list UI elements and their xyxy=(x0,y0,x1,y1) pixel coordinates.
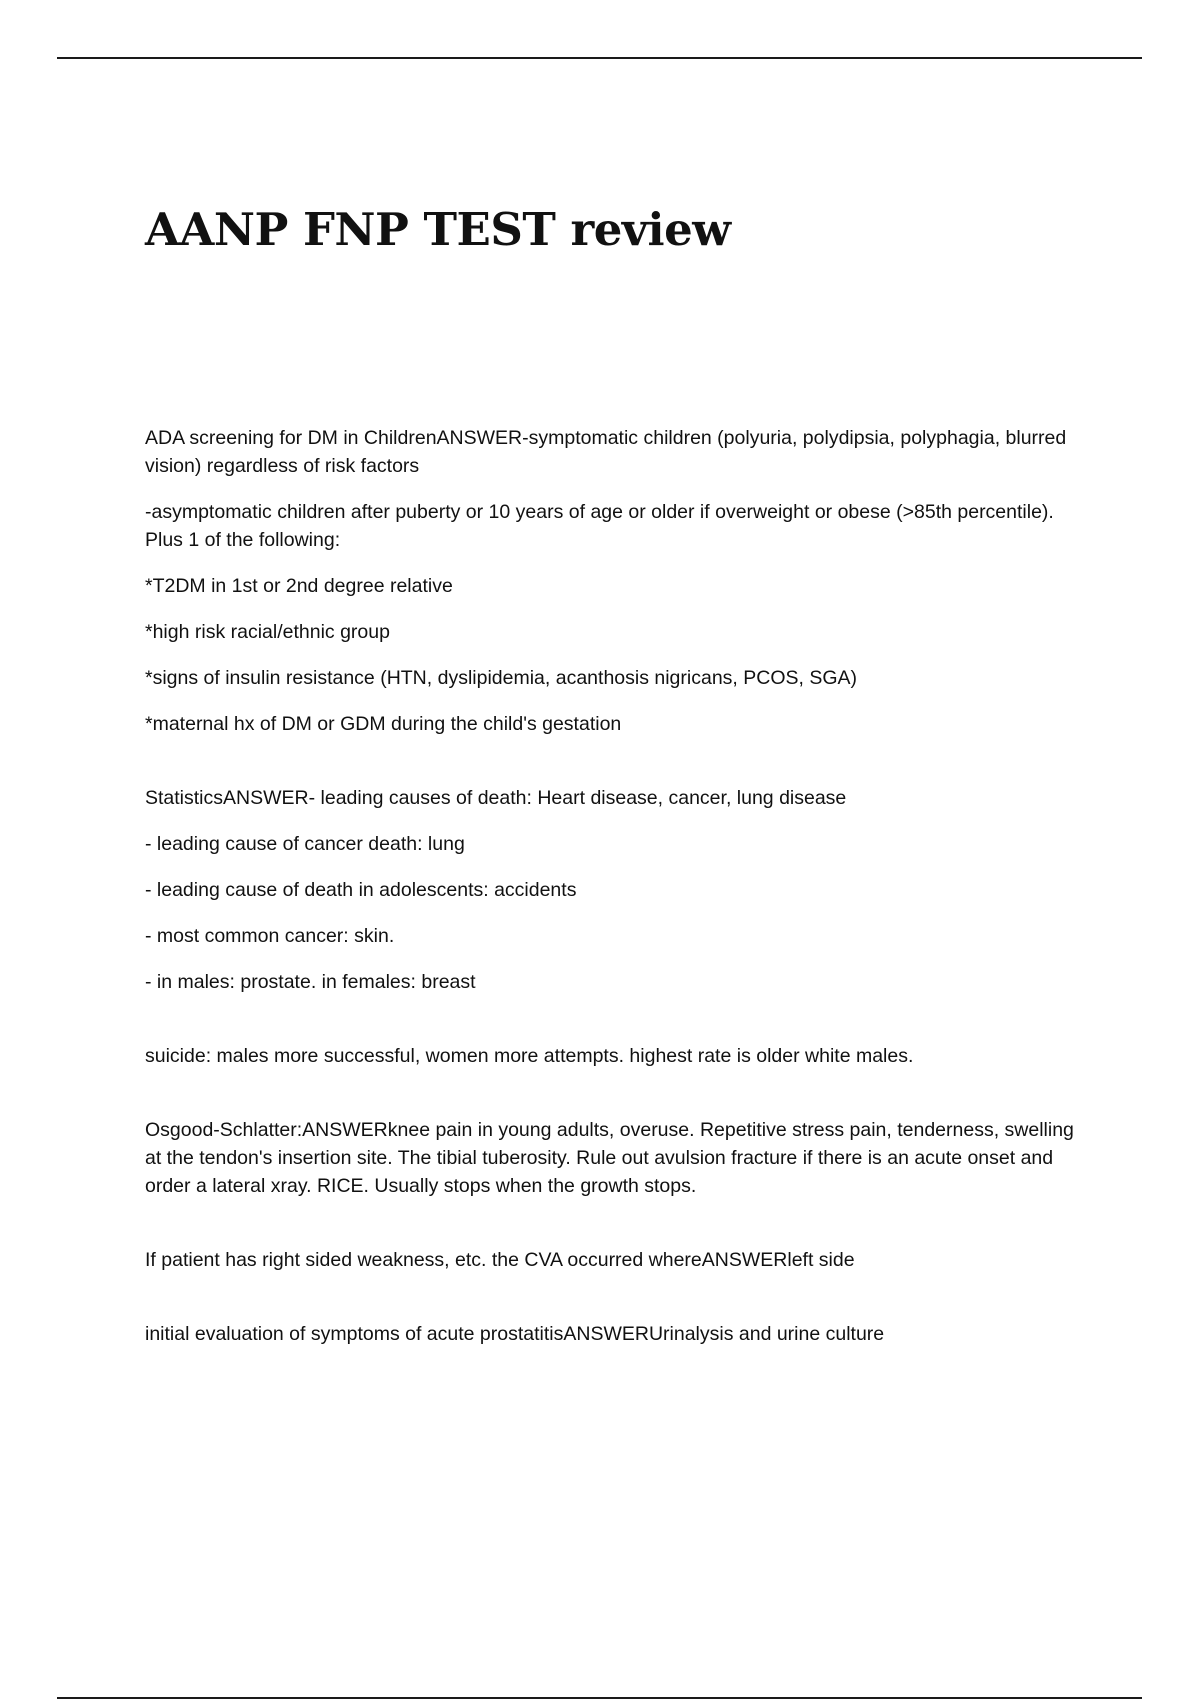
document-body xyxy=(145,424,1095,1366)
paragraph: - leading cause of cancer death: lung xyxy=(145,833,465,855)
paragraph: - leading cause of death in adolescents: accidents xyxy=(145,879,577,901)
paragraph: -asymptomatic children after puberty or 10 years of age or older if overweight or obese (>85th percentile). Plus 1 of the following: xyxy=(145,501,1054,551)
paragraph: ADA screening for DM in ChildrenANSWER-symptomatic children (polyuria, polydipsia, polyphagia, blurred vision) regardless of risk factors xyxy=(145,427,1067,477)
paragraph: If patient has right sided weakness, etc. the CVA occurred whereANSWERleft side xyxy=(145,1249,855,1271)
section-suicide xyxy=(145,1042,1095,1070)
paragraph: suicide: males more successful, women more attempts. highest rate is older white males. xyxy=(145,1045,914,1067)
section-prostatitis xyxy=(145,1320,1095,1348)
paragraph: *high risk racial/ethnic group xyxy=(145,621,390,643)
footer-rule xyxy=(57,1697,1142,1699)
section-cva xyxy=(145,1246,1095,1274)
paragraph: - in males: prostate. in females: breast xyxy=(145,971,476,993)
section-osgood-schlatter xyxy=(145,1116,1095,1200)
paragraph: Osgood-Schlatter:ANSWERknee pain in young adults, overuse. Repetitive stress pain, tenderness, swelling at the tendon's insertion site. The tibial tuberosity. Rule out avulsion fracture if there is an acute onset and order a lateral xray. RICE. Usually stops when the growth stops. xyxy=(145,1119,1074,1197)
section-statistics xyxy=(145,784,1095,996)
paragraph: - most common cancer: skin. xyxy=(145,925,395,947)
paragraph: *signs of insulin resistance (HTN, dyslipidemia, acanthosis nigricans, PCOS, SGA) xyxy=(145,667,858,689)
paragraph: StatisticsANSWER- leading causes of death: Heart disease, cancer, lung disease xyxy=(145,787,847,809)
section-ada-screening xyxy=(145,424,1095,738)
paragraph: *T2DM in 1st or 2nd degree relative xyxy=(145,575,453,597)
paragraph: initial evaluation of symptoms of acute prostatitisANSWERUrinalysis and urine culture xyxy=(145,1323,885,1345)
document-title: AANP FNP TEST review xyxy=(145,203,731,256)
header-rule xyxy=(57,57,1142,59)
paragraph: *maternal hx of DM or GDM during the child's gestation xyxy=(145,713,622,735)
